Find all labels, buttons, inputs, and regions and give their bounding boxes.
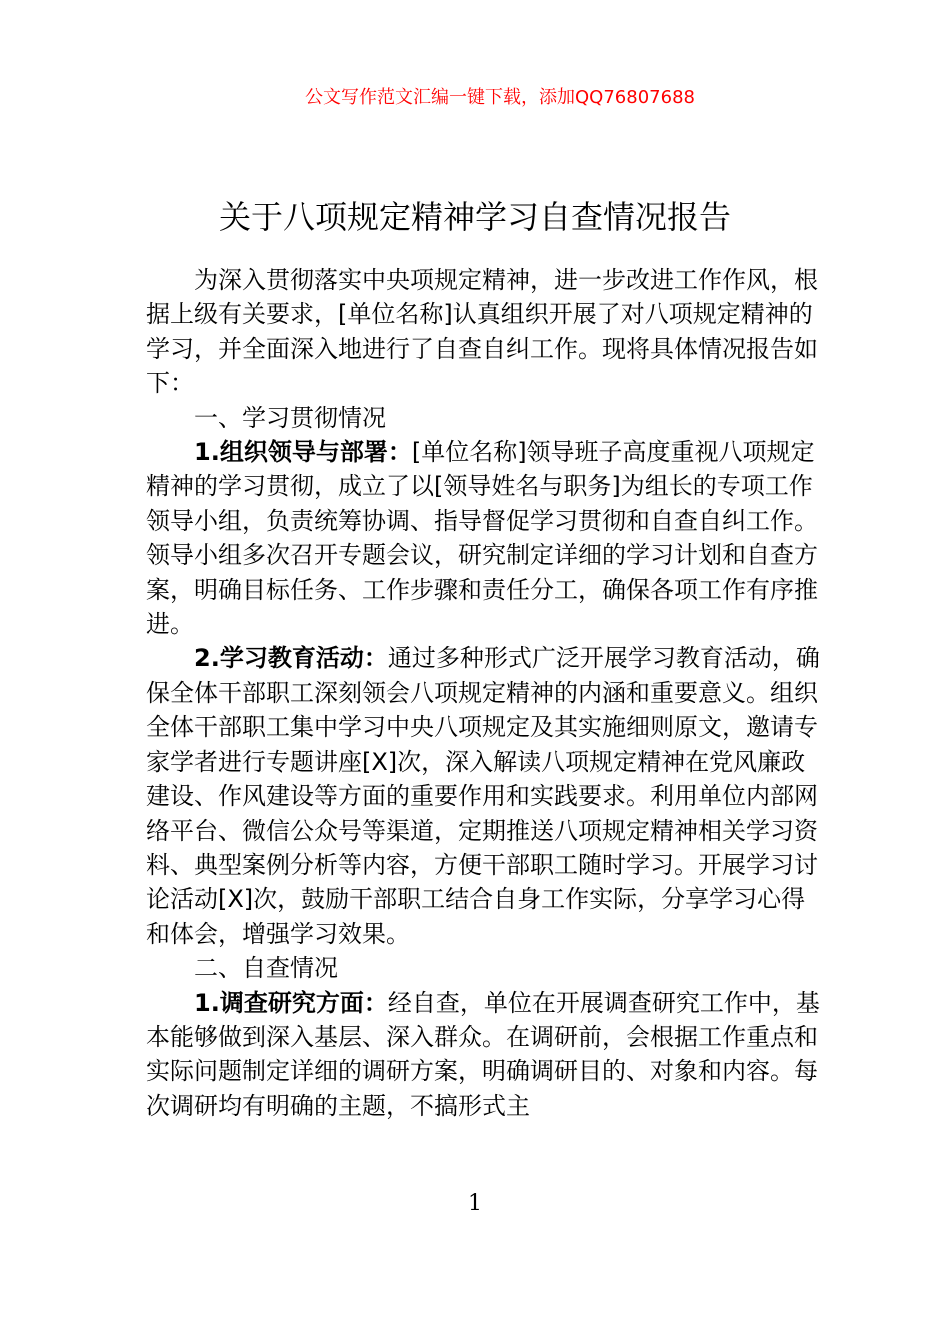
document-title: 关于八项规定精神学习自查情况报告: [218, 198, 731, 237]
item-lead-2: 2.学习教育活动：: [194, 644, 388, 673]
item-paragraph-1: [146, 435, 826, 641]
item-text-1: [单位名称]领导班子高度重视八项规定精神的学习贯彻，成立了以[领导姓名与职务]为组长的专项工作领导小组，负责统筹协调、指导督促学习贯彻和自查自纠工作。领导小组多次召开专题会议，研究制定详细的学习计划和自查方案，明确目标任务、工作步骤和责任分工，确保各项工作有序推进。: [146, 438, 818, 639]
section-heading-2: 二、自查情况: [194, 954, 338, 983]
intro-paragraph: 为深入贯彻落实中央项规定精神，进一步改进工作作风，根据上级有关要求，[单位名称]认真组织开展了对八项规定精神的学习，并全面深入地进行了自查自纠工作。现将具体情况报告如下：: [146, 266, 818, 398]
document-body: [146, 263, 826, 1123]
page-number: 1: [468, 1191, 482, 1216]
item-paragraph-3: [146, 986, 826, 1124]
item-paragraph-2: [146, 641, 826, 951]
item-text-2: 通过多种形式广泛开展学习教育活动，确保全体干部职工深刻领会八项规定精神的内涵和重要意义。组织全体干部职工集中学习中央八项规定及其实施细则原文，邀请专家学者进行专题讲座[X]次，深入解读八项规定精神在党风廉政建设、作风建设等方面的重要作用和实践要求。利用单位内部网络平台、微信公众号等渠道，定期推送八项规定精神相关学习资料、典型案例分析等内容，方便干部职工随时学习。开展学习讨论活动[X]次，鼓励干部职工结合自身工作实际，分享学习心得和体会，增强学习效果。: [146, 644, 820, 948]
watermark-banner: 公文写作范文汇编一键下载，添加QQ76807688: [305, 87, 695, 108]
item-text-3: 经自查，单位在开展调查研究工作中，基本能够做到深入基层、深入群众。在调研前，会根据工作重点和实际问题制定详细的调研方案，明确调研目的、对象和内容。每次调研均有明确的主题，不搞形式主: [146, 988, 820, 1120]
item-lead-1: 1.组织领导与部署：: [194, 438, 412, 467]
section-heading-1: 一、学习贯彻情况: [194, 403, 386, 432]
item-lead-3: 1.调查研究方面：: [194, 988, 388, 1017]
